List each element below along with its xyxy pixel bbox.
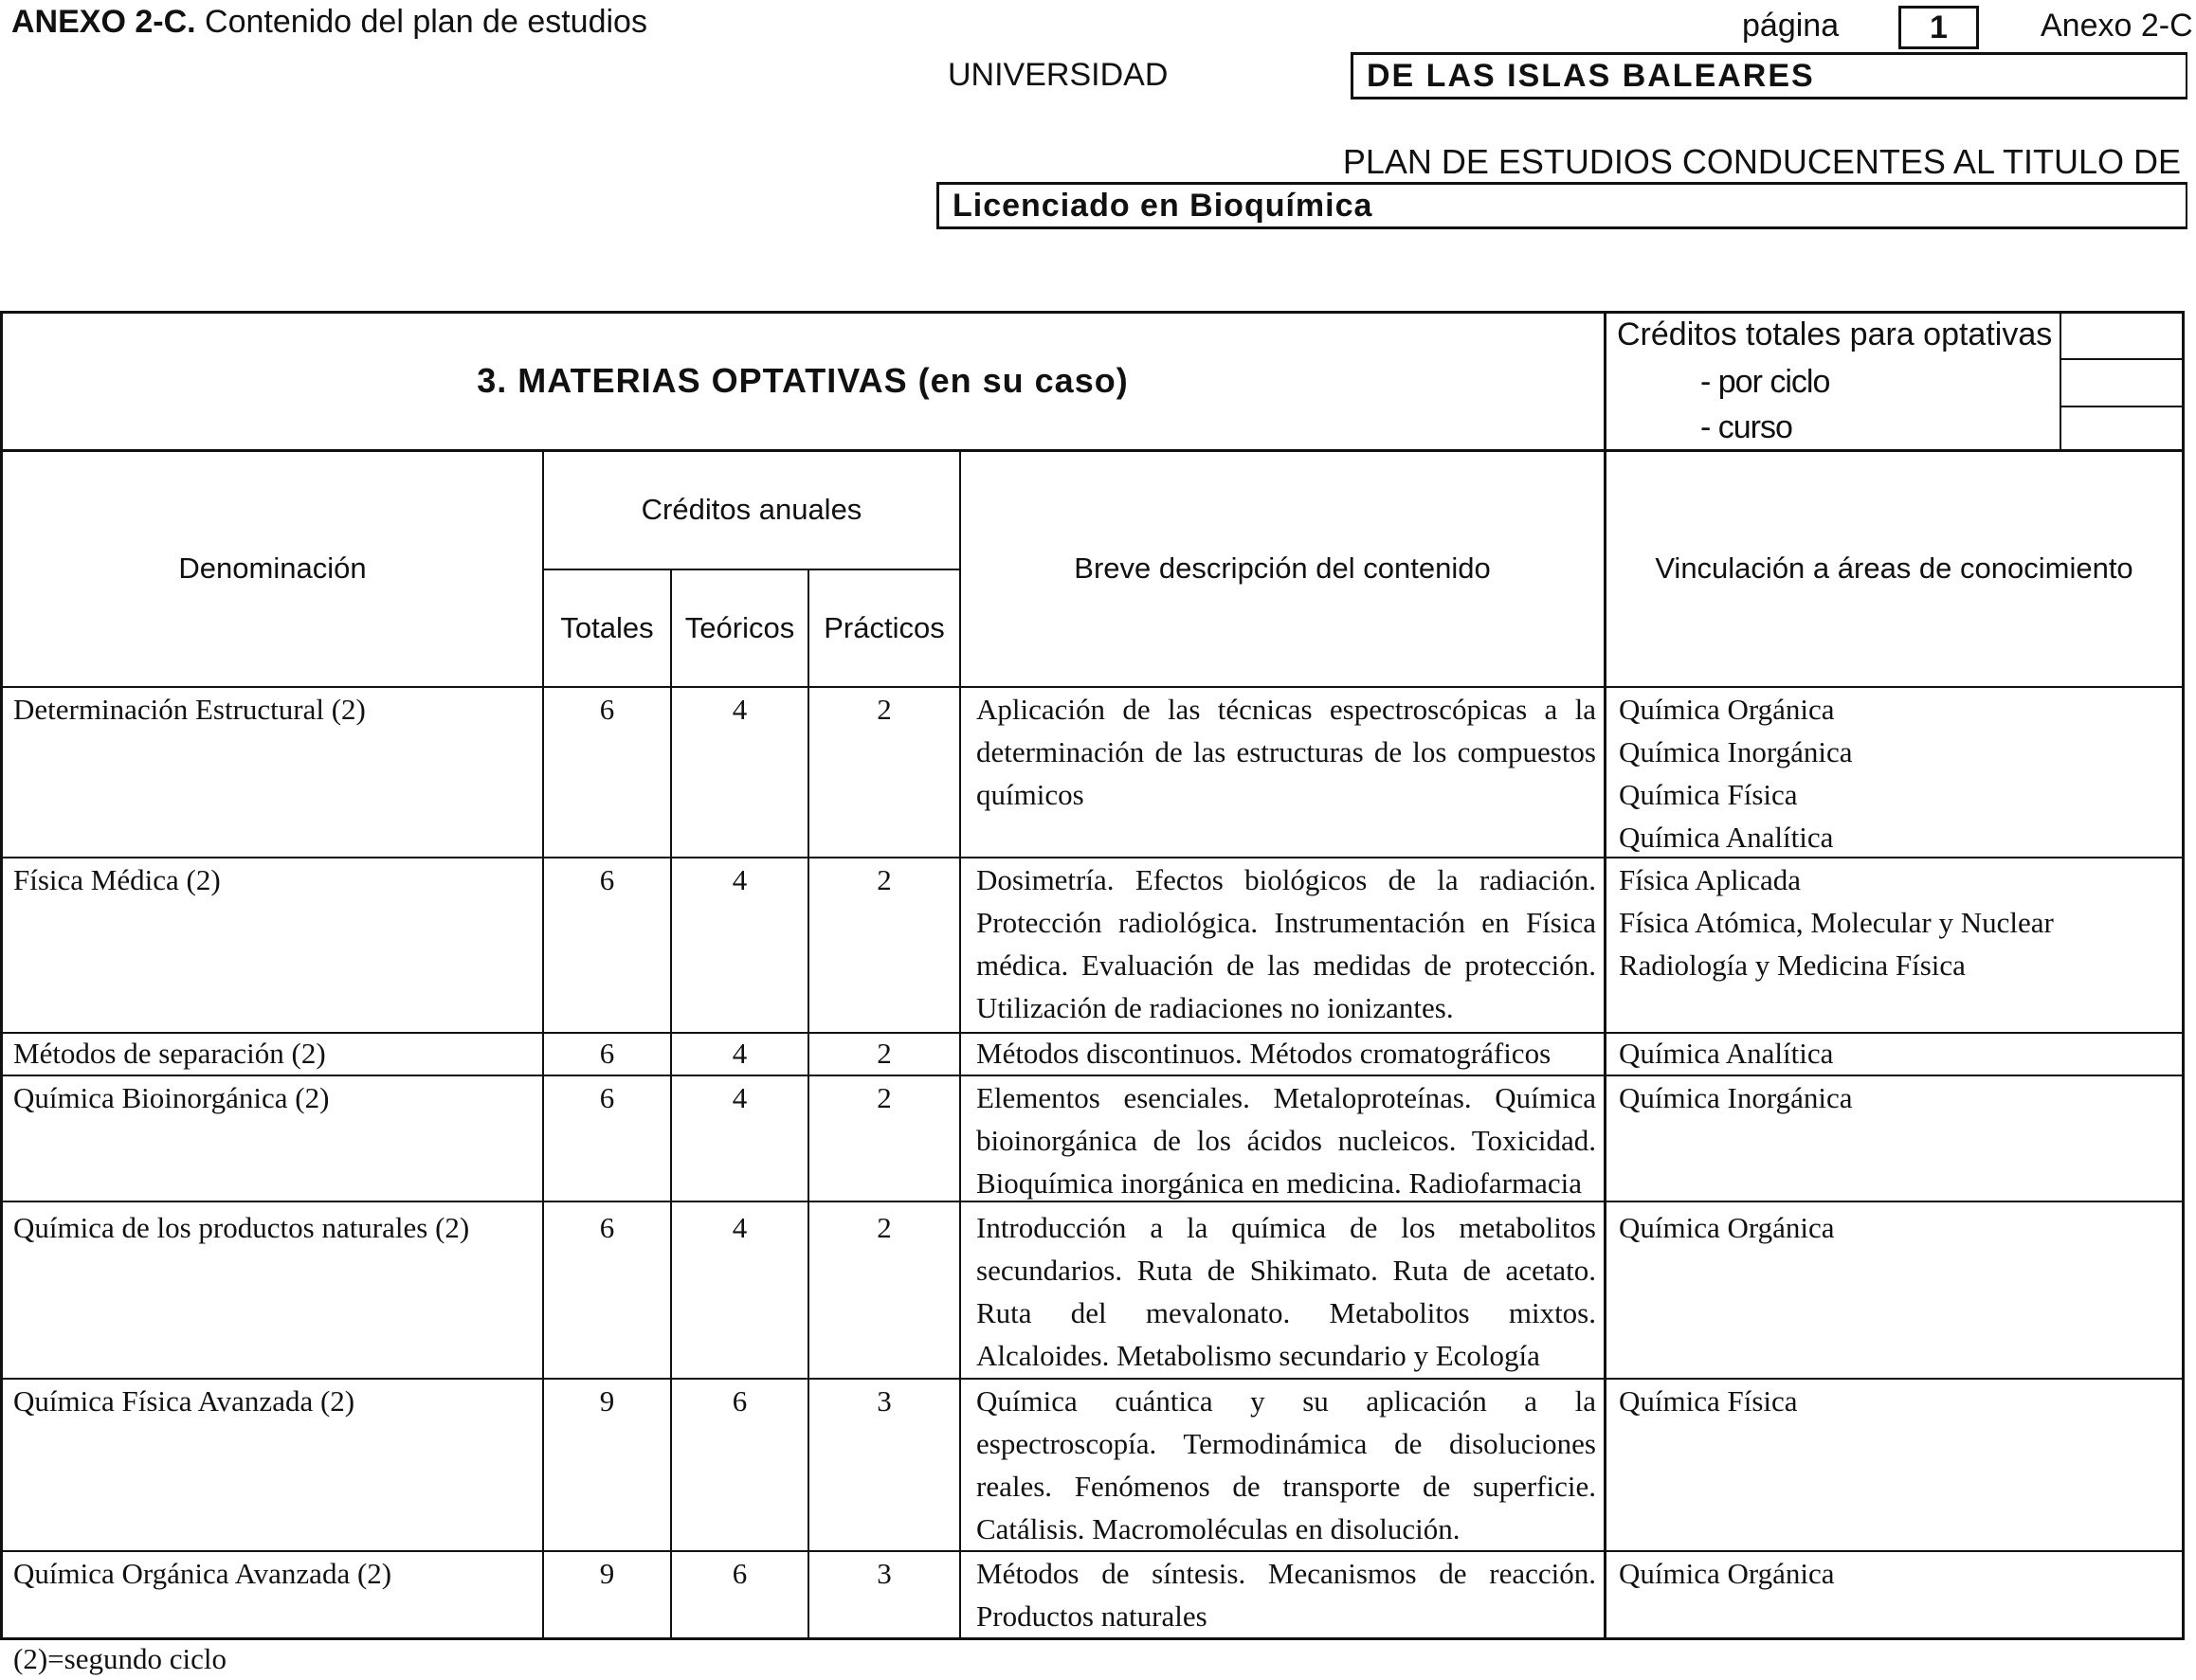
totales-cell: 6 xyxy=(599,1037,615,1070)
totales-cell: 6 xyxy=(599,1081,615,1114)
denominacion-cell: Física Médica (2) xyxy=(13,863,221,896)
descripcion-line: Alcaloides. Metabolismo secundario y Ecología xyxy=(976,1339,1540,1372)
plan-label: PLAN DE ESTUDIOS CONDUCENTES AL TITULO DE xyxy=(1342,142,2181,181)
table-title: 3. MATERIAS OPTATIVAS (en su caso) xyxy=(477,361,1129,400)
page-label: página xyxy=(1742,8,1840,44)
descripcion-line: determinación de las estructuras de los compuestos xyxy=(976,735,1596,768)
practicos-cell: 2 xyxy=(877,863,892,896)
descripcion-line: Catálisis. Macromoléculas en disolución. xyxy=(976,1512,1461,1545)
descripcion-line: Aplicación de las técnicas espectroscópicas a la xyxy=(976,693,1596,726)
denominacion-cell: Determinación Estructural (2) xyxy=(13,693,366,726)
col-header-teoricos: Teóricos xyxy=(684,611,795,644)
teoricos-cell: 4 xyxy=(732,1081,748,1114)
descripcion-line: Productos naturales xyxy=(976,1599,1207,1633)
col-header-creditos-anuales: Créditos anuales xyxy=(641,493,862,526)
descripcion-line: Química cuántica y su aplicación a la xyxy=(976,1384,1596,1418)
teoricos-cell: 4 xyxy=(732,1211,748,1244)
denominacion-cell: Química Bioinorgánica (2) xyxy=(13,1081,330,1114)
descripcion-line: espectroscopía. Termodinámica de disoluciones xyxy=(976,1427,1596,1460)
area-line: Química Física xyxy=(1619,1384,1798,1418)
per-cycle-label: - por ciclo xyxy=(1700,364,1830,400)
denominacion-cell: Química de los productos naturales (2) xyxy=(13,1211,470,1244)
descripcion-line: Bioquímica inorgánica en medicina. Radiofarmacia xyxy=(976,1166,1582,1200)
area-line: Física Atómica, Molecular y Nuclear xyxy=(1619,906,2054,939)
totales-cell: 9 xyxy=(599,1557,615,1590)
totales-cell: 6 xyxy=(599,693,615,726)
per-course-label: - curso xyxy=(1700,409,1792,445)
practicos-cell: 2 xyxy=(877,1081,892,1114)
totales-cell: 9 xyxy=(599,1384,615,1418)
descripcion-line: Ruta del mevalonato. Metabolitos mixtos. xyxy=(976,1296,1596,1329)
area-line: Química Inorgánica xyxy=(1619,735,1853,768)
descripcion-line: Métodos discontinuos. Métodos cromatográficos xyxy=(976,1037,1552,1070)
optional-credits-label: Créditos totales para optativas xyxy=(1617,316,2053,352)
denominacion-cell: Química Física Avanzada (2) xyxy=(13,1384,355,1418)
descripcion-line: secundarios. Ruta de Shikimato. Ruta de acetato. xyxy=(976,1254,1596,1287)
col-header-practicos: Prácticos xyxy=(824,611,945,644)
area-line: Química Analítica xyxy=(1619,1037,1834,1070)
teoricos-cell: 4 xyxy=(732,1037,748,1070)
footnote: (2)=segundo ciclo xyxy=(13,1642,227,1675)
descripcion-line: Protección radiológica. Instrumentación en Física xyxy=(976,906,1596,939)
practicos-cell: 3 xyxy=(877,1384,892,1418)
university-label: UNIVERSIDAD xyxy=(948,57,1169,93)
descripcion-line: Utilización de radiaciones no ionizantes. xyxy=(976,991,1454,1024)
totales-cell: 6 xyxy=(599,863,615,896)
denominacion-cell: Métodos de separación (2) xyxy=(13,1037,326,1070)
area-line: Química Analítica xyxy=(1619,821,1834,854)
university-field: DE LAS ISLAS BALEARES xyxy=(1351,52,2187,99)
totales-cell: 6 xyxy=(599,1211,615,1244)
teoricos-cell: 4 xyxy=(732,693,748,726)
col-header-totales: Totales xyxy=(560,611,654,644)
practicos-cell: 2 xyxy=(877,693,892,726)
annex-heading: ANEXO 2-C. Contenido del plan de estudios xyxy=(11,4,647,40)
annex-code: Anexo 2-C xyxy=(2041,8,2193,44)
page-number-box: 1 xyxy=(1898,6,1979,49)
practicos-cell: 2 xyxy=(877,1211,892,1244)
teoricos-cell: 6 xyxy=(732,1384,748,1418)
col-header-vinculacion: Vinculación a áreas de conocimiento xyxy=(1655,551,2133,585)
area-line: Química Orgánica xyxy=(1619,1211,1835,1244)
descripcion-line: químicos xyxy=(976,778,1084,811)
descripcion-line: Dosimetría. Efectos biológicos de la radiación. xyxy=(976,863,1596,896)
practicos-cell: 2 xyxy=(877,1037,892,1070)
degree-title-field: Licenciado en Bioquímica xyxy=(936,182,2187,229)
col-header-descripcion: Breve descripción del contenido xyxy=(1074,551,1491,585)
descripcion-line: bioinorgánica de los ácidos nucleicos. Toxicidad. xyxy=(976,1124,1596,1157)
area-line: Radiología y Medicina Física xyxy=(1619,948,1966,982)
denominacion-cell: Química Orgánica Avanzada (2) xyxy=(13,1557,392,1590)
area-line: Química Física xyxy=(1619,778,1798,811)
descripcion-line: reales. Fenómenos de transporte de superficie. xyxy=(976,1470,1596,1503)
area-line: Física Aplicada xyxy=(1619,863,1801,896)
area-line: Química Orgánica xyxy=(1619,1557,1835,1590)
descripcion-line: Métodos de síntesis. Mecanismos de reacción. xyxy=(976,1557,1596,1590)
descripcion-line: Introducción a la química de los metabolitos xyxy=(976,1211,1596,1244)
teoricos-cell: 4 xyxy=(732,863,748,896)
descripcion-line: Elementos esenciales. Metaloproteínas. Química xyxy=(976,1081,1596,1114)
area-line: Química Inorgánica xyxy=(1619,1081,1853,1114)
teoricos-cell: 6 xyxy=(732,1557,748,1590)
descripcion-line: médica. Evaluación de las medidas de protección. xyxy=(976,948,1596,982)
col-header-denominacion: Denominación xyxy=(178,551,367,585)
area-line: Química Orgánica xyxy=(1619,693,1835,726)
practicos-cell: 3 xyxy=(877,1557,892,1590)
